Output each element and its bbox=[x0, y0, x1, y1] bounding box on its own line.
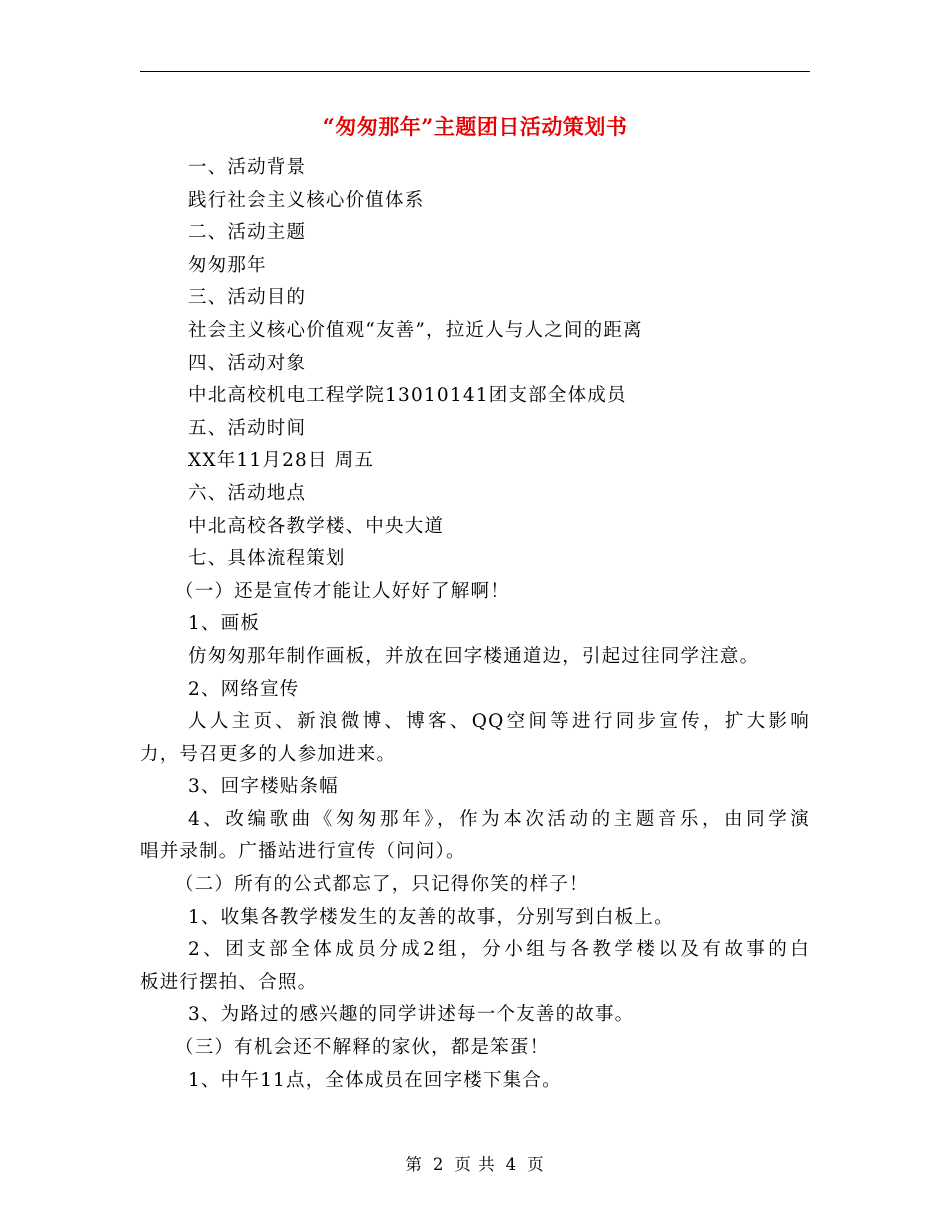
subsection-heading: （三）有机会还不解释的家伙，都是笨蛋！ bbox=[175, 1037, 550, 1059]
list-item: 1、收集各教学楼发生的友善的故事，分别写到白板上。 bbox=[188, 906, 674, 928]
subsection-heading: （一）还是宣传才能让人好好了解啊！ bbox=[175, 580, 510, 602]
paragraph-continuation: 唱并录制。广播站进行宣传（问问）。 bbox=[140, 841, 466, 863]
list-item: 4、改编歌曲《匆匆那年》，作为本次活动的主题音乐，由同学演 bbox=[188, 808, 810, 830]
list-item: 1、中午11点，全体成员在回字楼下集合。 bbox=[188, 1069, 562, 1091]
list-item: 1、画板 bbox=[188, 613, 261, 635]
document-title: “匆匆那年”主题团日活动策划书 bbox=[322, 114, 628, 139]
section-heading: 四、活动对象 bbox=[188, 352, 307, 374]
footer-suffix: 页 bbox=[527, 1155, 545, 1174]
paragraph: 中北高校各教学楼、中央大道 bbox=[188, 515, 445, 537]
section-heading: 一、活动背景 bbox=[188, 157, 307, 178]
page-footer bbox=[0, 1153, 950, 1177]
list-item: 3、为路过的感兴趣的同学讲述每一个友善的故事。 bbox=[188, 1004, 635, 1026]
footer-prefix: 第 bbox=[405, 1155, 423, 1174]
section-heading: 三、活动目的 bbox=[188, 287, 307, 309]
paragraph-continuation: 力，号召更多的人参加进来。 bbox=[140, 743, 397, 765]
paragraph: 匆匆那年 bbox=[188, 254, 267, 276]
subsection-heading: （二）所有的公式都忘了，只记得你笑的样子！ bbox=[175, 874, 589, 896]
section-heading: 六、活动地点 bbox=[188, 482, 307, 504]
footer-middle: 页 共 bbox=[454, 1155, 496, 1174]
paragraph: 践行社会主义核心价值体系 bbox=[188, 189, 425, 211]
paragraph: 社会主义核心价值观“友善”，拉近人与人之间的距离 bbox=[188, 319, 643, 341]
paragraph: 中北高校机电工程学院13010141团支部全体成员 bbox=[188, 385, 627, 407]
header-rule bbox=[140, 71, 810, 72]
paragraph: 人人主页、新浪微博、博客、QQ空间等进行同步宣传，扩大影响 bbox=[188, 711, 810, 733]
section-heading: 七、具体流程策划 bbox=[188, 548, 346, 570]
section-heading: 五、活动时间 bbox=[188, 417, 307, 439]
section-heading: 二、活动主题 bbox=[188, 222, 307, 244]
page-number: 2 bbox=[432, 1155, 445, 1174]
paragraph: 仿匆匆那年制作画板，并放在回字楼通道边，引起过往同学注意。 bbox=[188, 645, 760, 667]
document-body bbox=[140, 152, 810, 1097]
list-item: 2、团支部全体成员分成2组，分小组与各教学楼以及有故事的白 bbox=[188, 939, 810, 961]
paragraph: XX年11月28日 周五 bbox=[188, 450, 375, 472]
total-pages: 4 bbox=[505, 1155, 518, 1174]
list-item: 3、回字楼贴条幅 bbox=[188, 776, 339, 798]
paragraph-continuation: 板进行摆拍、合照。 bbox=[140, 971, 318, 993]
list-item: 2、网络宣传 bbox=[188, 678, 300, 700]
